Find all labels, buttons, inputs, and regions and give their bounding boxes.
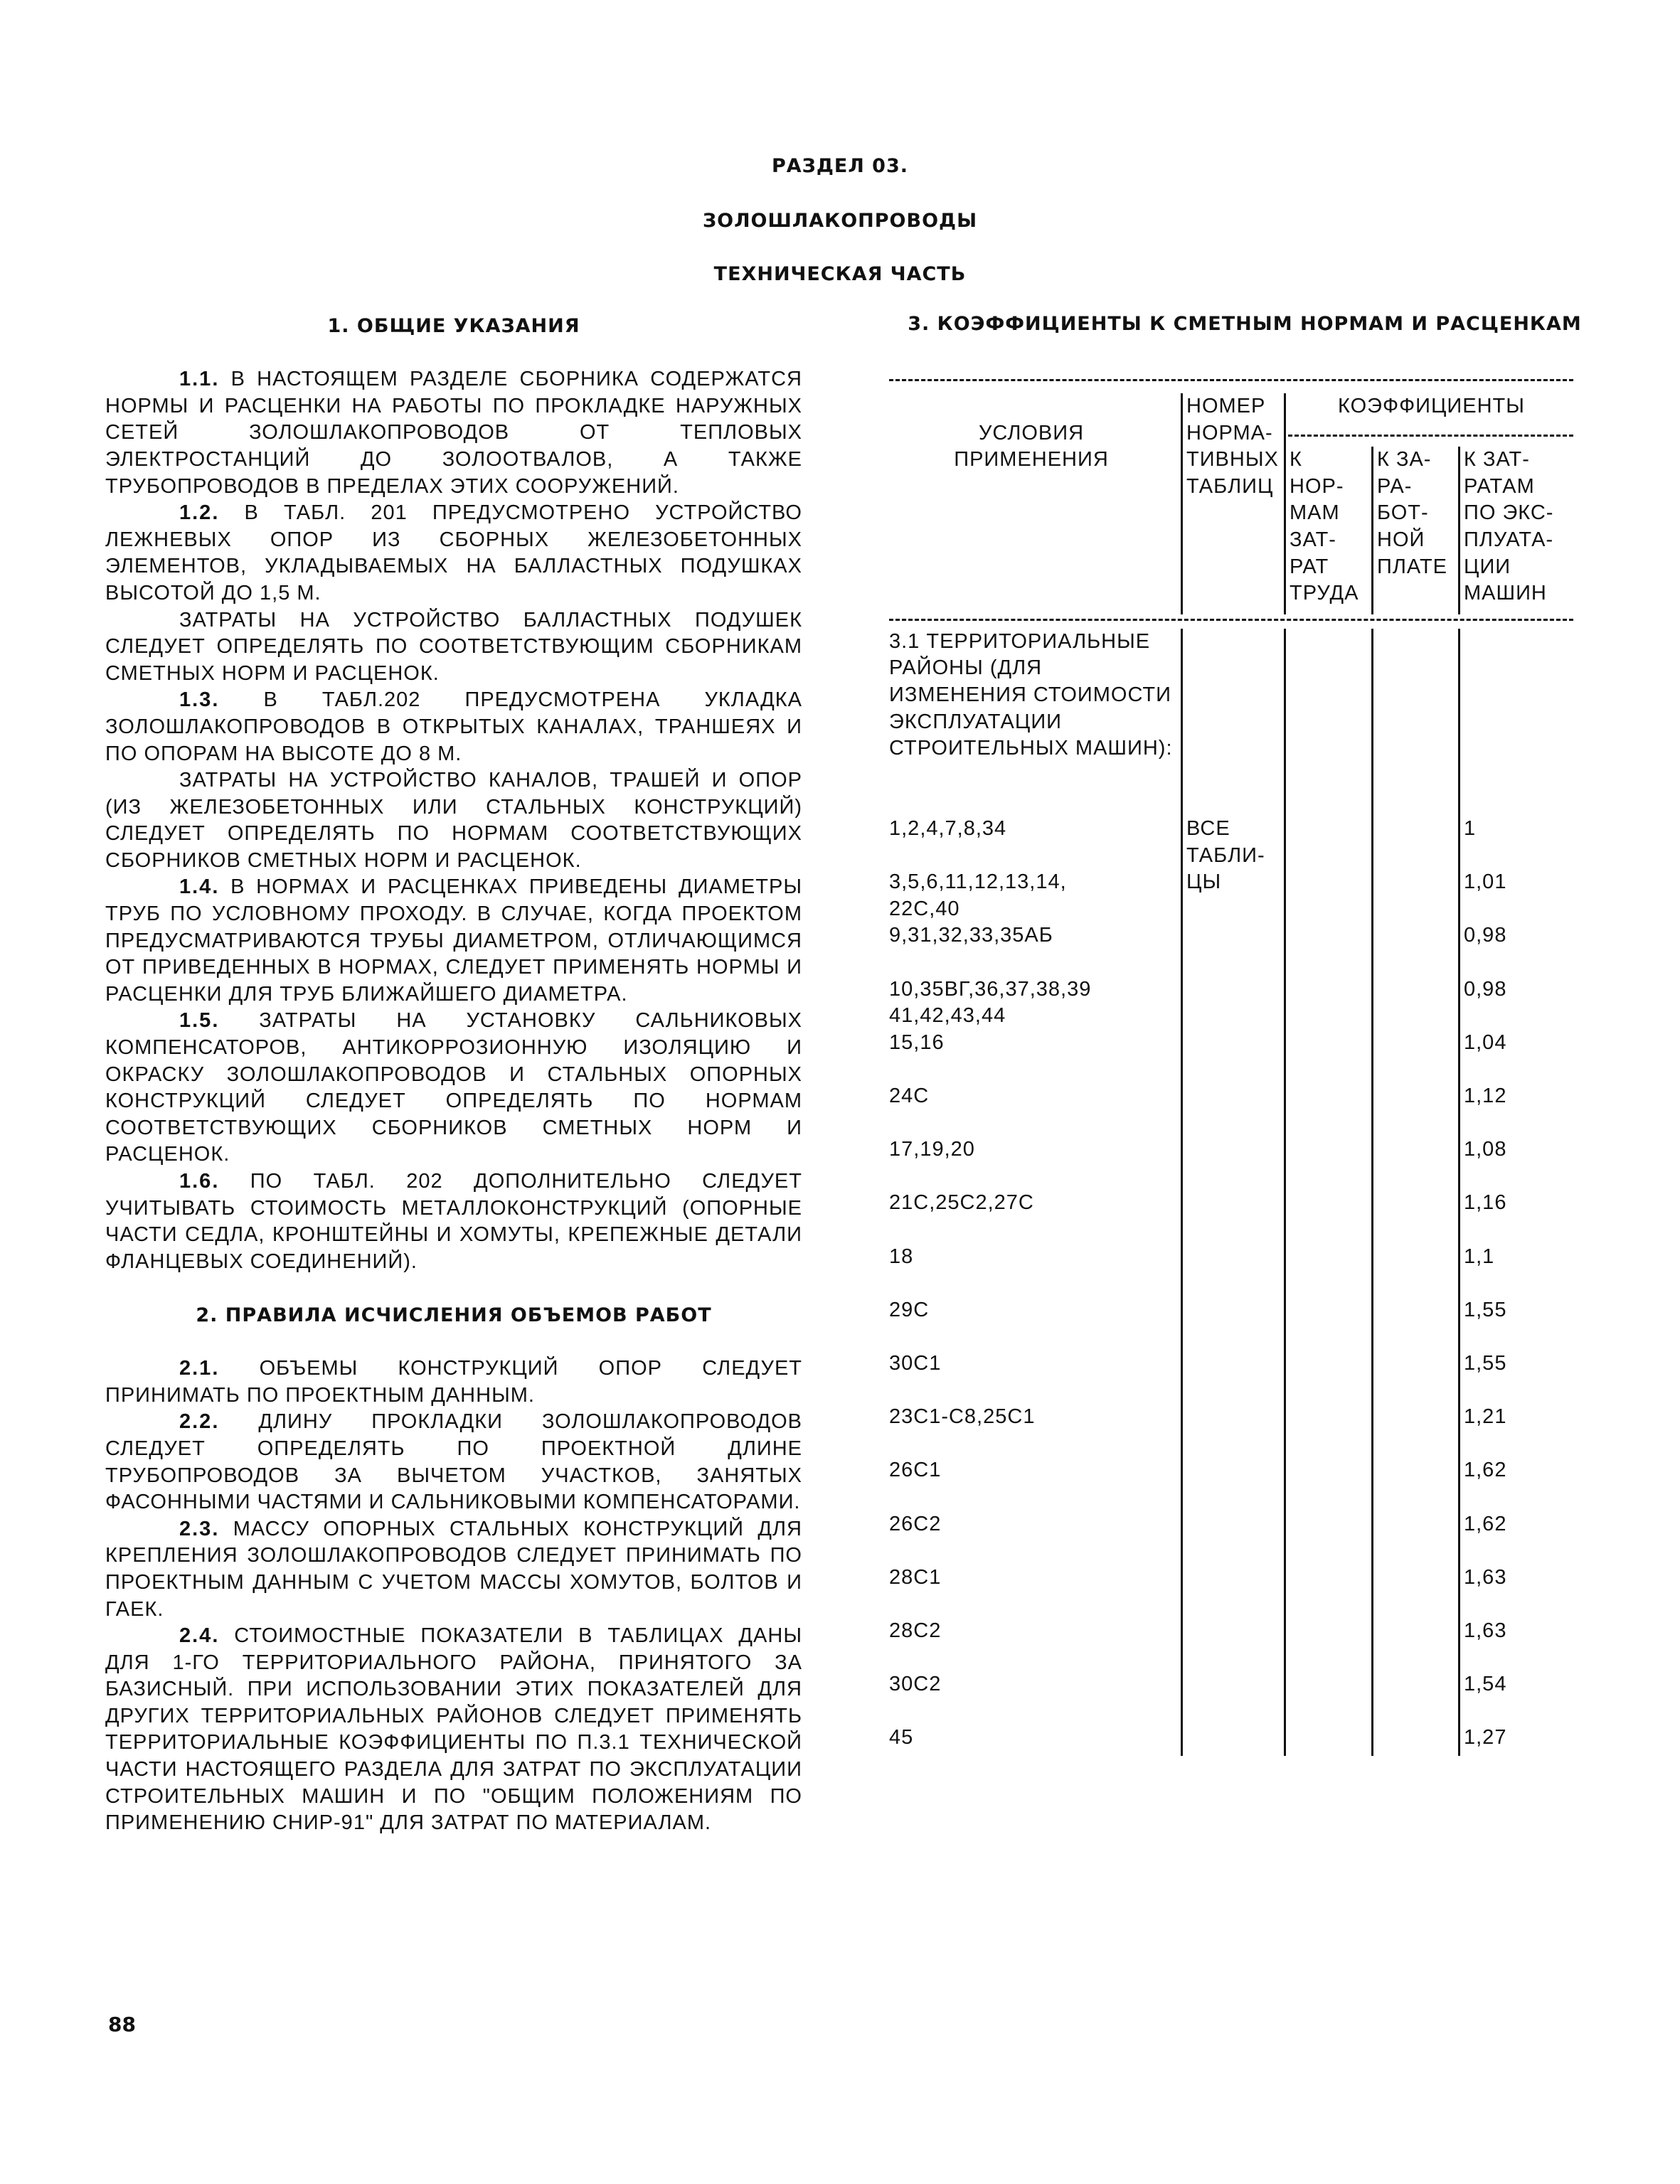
coefficients-subrule — [1288, 435, 1573, 437]
paragraph-number: 1.6. — [179, 1170, 220, 1193]
machine-coefficient-value: 0,98 — [1464, 924, 1507, 947]
machine-coefficient-value: 1,62 — [1464, 1512, 1507, 1535]
region-codes: 9,31,32,33,35АБ — [889, 924, 1053, 947]
table-number-header: НОМЕР — [1186, 395, 1266, 417]
body-divider — [1458, 629, 1460, 1756]
table-top-rule — [889, 379, 1573, 381]
machine-coefficient-header: ПО ЭКС- — [1464, 501, 1554, 525]
wage-coefficient-header: БОТ- — [1377, 501, 1429, 525]
wage-coefficient-header: К ЗА- — [1377, 448, 1432, 472]
conditions-header: ПРИМЕНЕНИЯ — [954, 448, 1109, 472]
paragraph — [105, 1409, 802, 1516]
paragraph-number: 2.3. — [179, 1517, 220, 1540]
region-codes: 15,16 — [889, 1030, 945, 1054]
machine-coefficient-value: 1,04 — [1464, 1030, 1507, 1054]
labor-coefficient-header: МАМ — [1290, 501, 1340, 525]
machine-coefficient-value: 1,1 — [1464, 1245, 1495, 1268]
territorial-group-label: СТРОИТЕЛЬНЫХ МАШИН): — [889, 737, 1173, 760]
region-codes: 41,42,43,44 — [889, 1004, 1006, 1028]
paragraph-number: 1.3. — [179, 688, 220, 712]
machine-coefficient-header: К ЗАТ- — [1464, 448, 1530, 472]
conditions-header: УСЛОВИЯ — [978, 421, 1085, 444]
region-codes: 1,2,4,7,8,34 — [889, 817, 1007, 840]
paragraph — [105, 607, 802, 688]
machine-coefficient-value: 1,63 — [1464, 1619, 1507, 1642]
region-codes: 10,35ВГ,36,37,38,39 — [889, 977, 1092, 1001]
header-divider — [1284, 393, 1286, 614]
section-subtitle: ТЕХНИЧЕСКАЯ ЧАСТЬ — [713, 263, 967, 285]
paragraph — [105, 767, 802, 874]
header-divider — [1458, 447, 1460, 614]
page-number: 88 — [108, 2013, 136, 2036]
region-codes: 22С,40 — [889, 897, 960, 920]
machine-coefficient-value: 1,27 — [1464, 1726, 1507, 1749]
paragraph-text: ДЛИНУ ПРОКЛАДКИ ЗОЛОШЛАКОПРОВОДОВ СЛЕДУЕТ ОПРЕДЕЛЯТЬ ПО ПРОЕКТНОЙ ДЛИНЕ ТРУБОПРОВОДОВ ЗА ВЫЧЕТОМ УЧАСТКОВ, ЗАНЯТЫХ ФАСОННЫМИ ЧАСТЯМИ И САЛЬНИКОВЫМИ КОМПЕНСАТОРАМИ. — [105, 1410, 802, 1514]
coefficients-title: 3. КОЭФФИЦИЕНТЫ К СМЕТНЫМ НОРМАМ И РАСЦЕНКАМ — [908, 313, 1582, 335]
labor-coefficient-header: ЗАТ- — [1290, 528, 1336, 551]
paragraph-text: В ТАБЛ.202 ПРЕДУСМОТРЕНА УКЛАДКА ЗОЛОШЛАКОПРОВОДОВ В ОТКРЫТЫХ КАНАЛАХ, ТРАНШЕЯХ И ПО ОПОРАМ НА ВЫСОТЕ ДО 8 М. — [105, 688, 803, 765]
machine-coefficient-value: 1,63 — [1464, 1565, 1507, 1589]
paragraph-text: СТОИМОСТНЫЕ ПОКАЗАТЕЛИ В ТАБЛИЦАХ ДАНЫ ДЛЯ 1-ГО ТЕРРИТОРИАЛЬНОГО РАЙОНА, ПРИНЯТОГО ЗА БАЗИСНЫЙ. ПРИ ИСПОЛЬЗОВАНИИ ЭТИХ ПОКАЗАТЕЛЕЙ ДЛЯ ДРУГИХ ТЕРРИТОРИАЛЬНЫХ РАЙОНОВ СЛЕДУЕТ ПРИМЕНЯТЬ ТЕРРИТОРИАЛЬНЫЕ КОЭФФИЦИЕНТЫ ПО П.3.1 ТЕХНИЧЕСКОЙ ЧАСТИ НАСТОЯЩЕГО РАЗДЕЛА ДЛЯ ЗАТРАТ ПО ЭКСПЛУАТАЦИИ СТРОИТЕЛЬНЫХ МАШИН И ПО "ОБЩИМ ПОЛОЖЕНИЯМ ПО ПРИМЕНЕНИЮ СНИР-91" ДЛЯ ЗАТРАТ ПО МАТЕРИАЛАМ. — [105, 1624, 803, 1835]
region-codes: 26С1 — [889, 1459, 942, 1482]
labor-coefficient-header: К — [1290, 448, 1302, 472]
machine-coefficient-value: 1,54 — [1464, 1673, 1507, 1696]
machine-coefficient-value: 1 — [1464, 817, 1477, 840]
left-column — [105, 313, 802, 1837]
labor-coefficient-header: ТРУДА — [1290, 582, 1359, 605]
paragraph — [105, 1008, 802, 1168]
paragraph-text: В ТАБЛ. 201 ПРЕДУСМОТРЕНО УСТРОЙСТВО ЛЕЖНЕВЫХ ОПОР ИЗ СБОРНЫХ ЖЕЛЕЗОБЕТОННЫХ ЭЛЕМЕНТОВ, УКЛАДЫВАЕМЫХ НА БАЛЛАСТНЫХ ПОДУШКАХ ВЫСОТОЙ ДО 1,5 М. — [105, 501, 802, 604]
paragraph — [105, 874, 802, 1008]
body-divider — [1284, 629, 1286, 1756]
machine-coefficient-header: МАШИН — [1464, 582, 1547, 605]
paragraph-number: 1.5. — [179, 1009, 220, 1033]
machine-coefficient-header: ЦИИ — [1464, 555, 1511, 578]
paragraph-text: ОБЪЕМЫ КОНСТРУКЦИЙ ОПОР СЛЕДУЕТ ПРИНИМАТЬ ПО ПРОЕКТНЫМ ДАННЫМ. — [105, 1357, 802, 1407]
section-title: ЗОЛОШЛАКОПРОВОДЫ — [702, 210, 978, 232]
paragraph-text: ЗАТРАТЫ НА УСТРОЙСТВО БАЛЛАСТНЫХ ПОДУШЕК СЛЕДУЕТ ОПРЕДЕЛЯТЬ ПО СООТВЕТСТВУЮЩИМ СБОРНИКАМ СМЕТНЫХ НОРМ И РАСЦЕНОК. — [105, 608, 802, 685]
volume-rules-title: 2. ПРАВИЛА ИСЧИСЛЕНИЯ ОБЪЕМОВ РАБОТ — [196, 1304, 712, 1326]
header-bottom-rule — [889, 619, 1573, 621]
region-codes: 18 — [889, 1245, 914, 1268]
machine-coefficient-value: 1,62 — [1464, 1459, 1507, 1482]
region-codes: 30С2 — [889, 1673, 942, 1696]
wage-coefficient-header: РА- — [1377, 474, 1413, 498]
machine-coefficient-value: 1,21 — [1464, 1405, 1507, 1429]
region-codes: 29С — [889, 1298, 930, 1321]
machine-coefficient-value: 1,08 — [1464, 1138, 1507, 1161]
region-codes: 30С1 — [889, 1352, 942, 1375]
header-divider — [1371, 447, 1373, 614]
paragraph — [105, 1623, 802, 1837]
territorial-group-label: 3.1 ТЕРРИТОРИАЛЬНЫЕ — [889, 629, 1151, 653]
paragraph-number: 1.1. — [179, 368, 220, 391]
table-number-header: НОРМА- — [1186, 421, 1273, 444]
paragraph-text: ЗАТРАТЫ НА УСТАНОВКУ САЛЬНИКОВЫХ КОМПЕНСАТОРОВ, АНТИКОРРОЗИОННУЮ ИЗОЛЯЦИЮ И ОКРАСКУ ЗОЛОШЛАКОПРОВОДОВ И СТАЛЬНЫХ ОПОРНЫХ КОНСТРУКЦИЙ СЛЕДУЕТ ОПРЕДЕЛЯТЬ ПО НОРМАМ СООТВЕТСТВУЮЩИХ СБОРНИКОВ СМЕТНЫХ НОРМ И РАСЦЕНОК. — [105, 1009, 802, 1166]
header-divider — [1181, 393, 1183, 614]
machine-coefficient-value: 1,01 — [1464, 870, 1507, 894]
region-codes: 26С2 — [889, 1512, 942, 1535]
body-divider — [1181, 629, 1183, 1756]
paragraph-number: 1.4. — [179, 875, 220, 899]
machine-coefficient-value: 1,55 — [1464, 1298, 1507, 1321]
machine-coefficient-value: 0,98 — [1464, 977, 1507, 1001]
territorial-group-label: ЭКСПЛУАТАЦИИ — [889, 710, 1063, 733]
paragraph-text: ЗАТРАТЫ НА УСТРОЙСТВО КАНАЛОВ, ТРАШЕЙ И ОПОР (ИЗ ЖЕЛЕЗОБЕТОННЫХ ИЛИ СТАЛЬНЫХ КОНСТРУКЦИЙ) СЛЕДУЕТ ОПРЕДЕЛЯТЬ ПО НОРМАМ СООТВЕТСТВУЮЩИХ СБОРНИКОВ СМЕТНЫХ НОРМ И РАСЦЕНОК. — [105, 769, 802, 872]
all-tables-note: ТАБЛИ- — [1186, 843, 1265, 867]
paragraph-number: 1.2. — [179, 501, 220, 525]
labor-coefficient-header: НОР- — [1290, 474, 1344, 498]
machine-coefficient-value: 1,16 — [1464, 1191, 1507, 1215]
paragraph-number: 2.4. — [179, 1624, 220, 1648]
paragraph — [105, 1516, 802, 1623]
machine-coefficient-value: 1,55 — [1464, 1352, 1507, 1375]
region-codes: 23С1-С8,25С1 — [889, 1405, 1036, 1429]
paragraph-text: МАССУ ОПОРНЫХ СТАЛЬНЫХ КОНСТРУКЦИЙ ДЛЯ КРЕПЛЕНИЯ ЗОЛОШЛАКОПРОВОДОВ СЛЕДУЕТ ПРИНИМАТЬ ПО ПРОЕКТНЫМ ДАННЫМ С УЧЕТОМ МАССЫ ХОМУТОВ, БОЛТОВ И ГАЕК. — [105, 1517, 803, 1621]
region-codes: 3,5,6,11,12,13,14, — [889, 870, 1067, 894]
paragraph — [105, 500, 802, 607]
paragraph-text: В НОРМАХ И РАСЦЕНКАХ ПРИВЕДЕНЫ ДИАМЕТРЫ ТРУБ ПО УСЛОВНОМУ ПРОХОДУ. В СЛУЧАЕ, КОГДА ПРОЕКТОМ ПРЕДУСМАТРИВАЮТСЯ ТРУБЫ ДИАМЕТРОМ, ОТЛИЧАЮЩИМСЯ ОТ ПРИВЕДЕННЫХ В НОРМАХ, СЛЕДУЕТ ПРИМЕНЯТЬ НОРМЫ И РАСЦЕНКИ ДЛЯ ТРУБ БЛИЖАЙШЕГО ДИАМЕТРА. — [105, 875, 802, 1006]
paragraph — [105, 1168, 802, 1275]
paragraph — [105, 1355, 802, 1409]
territorial-group-label: РАЙОНЫ (ДЛЯ — [889, 656, 1043, 680]
region-codes: 28С2 — [889, 1619, 942, 1642]
body-divider — [1371, 629, 1373, 1756]
region-codes: 17,19,20 — [889, 1138, 975, 1161]
all-tables-note: ЦЫ — [1186, 870, 1222, 894]
paragraph-text: ПО ТАБЛ. 202 ДОПОЛНИТЕЛЬНО СЛЕДУЕТ УЧИТЫВАТЬ СТОИМОСТЬ МЕТАЛЛОКОНСТРУКЦИЙ (ОПОРНЫЕ ЧАСТИ СЕДЛА, КРОНШТЕЙНЫ И ХОМУТЫ, КРЕПЕЖНЫЕ ДЕТАЛИ ФЛАНЦЕВЫХ СОЕДИНЕНИЙ). — [105, 1170, 802, 1273]
paragraph — [105, 366, 802, 500]
wage-coefficient-header: НОЙ — [1377, 528, 1425, 551]
region-codes: 21С,25С2,27С — [889, 1191, 1034, 1215]
wage-coefficient-header: ПЛАТЕ — [1377, 555, 1448, 578]
region-codes: 28С1 — [889, 1565, 942, 1589]
all-tables-note: ВСЕ — [1186, 817, 1230, 840]
paragraph — [105, 687, 802, 767]
machine-coefficient-value: 1,12 — [1464, 1085, 1507, 1107]
machine-coefficient-header: ПЛУАТА- — [1464, 528, 1554, 551]
section-number: РАЗДЕЛ 03. — [771, 155, 908, 177]
table-number-header: ТИВНЫХ — [1186, 448, 1279, 472]
paragraph-text: В НАСТОЯЩЕМ РАЗДЕЛЕ СБОРНИКА СОДЕРЖАТСЯ НОРМЫ И РАСЦЕНКИ НА РАБОТЫ ПО ПРОКЛАДКЕ НАРУЖНЫХ СЕТЕЙ ЗОЛОШЛАКОПРОВОДОВ ОТ ТЕПЛОВЫХ ЭЛЕКТРОСТАНЦИЙ ДО ЗОЛООТВАЛОВ, А ТАКЖЕ ТРУБОПРОВОДОВ В ПРЕДЕЛАХ ЭТИХ СООРУЖЕНИЙ. — [105, 368, 802, 498]
territorial-group-label: ИЗМЕНЕНИЯ СТОИМОСТИ — [889, 683, 1171, 706]
region-codes: 24С — [889, 1085, 930, 1107]
paragraph-number: 2.2. — [179, 1410, 220, 1434]
region-codes: 45 — [889, 1726, 914, 1749]
table-number-header: ТАБЛИЦ — [1186, 474, 1274, 498]
machine-coefficient-header: РАТАМ — [1464, 474, 1535, 498]
general-instructions-title: 1. ОБЩИЕ УКАЗАНИЯ — [327, 315, 580, 337]
labor-coefficient-header: РАТ — [1290, 555, 1329, 578]
coefficients-header: КОЭФФИЦИЕНТЫ — [1338, 395, 1525, 417]
paragraph-number: 2.1. — [179, 1357, 220, 1380]
